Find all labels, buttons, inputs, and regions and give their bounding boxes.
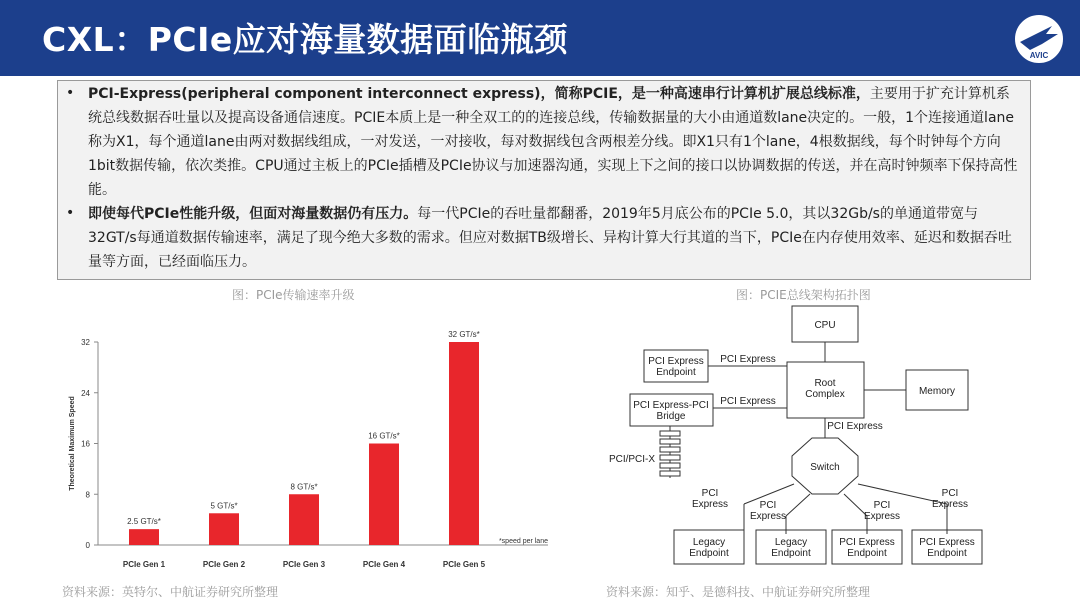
x-tick-label: PCIe Gen 3 [282,560,326,569]
switch-link-2-label-1: PCI [759,500,777,511]
y-tick-label: 32 [81,338,90,347]
bottom-box-1-label-2: Endpoint [689,548,729,559]
switch-link-4-label-2: Express [931,499,969,510]
bullet-1: • [66,85,75,101]
left-figure-caption: 图：PCIe传输速率升级 [232,288,355,302]
bar-2 [209,513,239,545]
bar-1 [129,529,159,545]
right-source-note: 资料来源：知乎、是德科技、中航证券研究所整理 [606,585,871,599]
bottom-box-4-label-1: PCI Express [919,537,975,548]
y-tick-label: 24 [81,388,90,398]
pci-pcix-label: PCI/PCI-X [608,454,656,465]
x-tick-label: PCIe Gen 4 [362,560,406,569]
bar-data-label: 2.5 GT/s* [127,517,161,527]
y-axis-title: Theoretical Maximum Speed [69,396,76,491]
chart-footnote: *speed per lane [498,538,548,545]
intro-p1-bold: PCI-Express(peripheral component interconnect express)，简称PCIE，是一种高速串行计算机扩展总线标准， [88,86,870,102]
bar-4 [369,444,399,546]
switch-link-3-label-2: Express [863,511,901,522]
intro-textbox [57,80,1031,280]
switch-link-3-label-1: PCI [873,500,891,511]
bar-5 [449,342,479,545]
intro-p2-text: 每一代PCIe的吞吐量都翻番，2019年5月底公布的PCIe 5.0，其以32Gb/s的单通道带宽与32GT/s每通道数据传输速率，满足了现今绝大多数的需求。但应对数据TB级增长、异构计算大行其道的当下，PCIe在内存使用效率、延迟和数据吞吐量等方面，已经面临压力。 [88,206,1012,270]
bottom-box-1-label-1: Legacy [692,537,726,548]
intro-p1-text: 主要用于扩充计算机系统总线数据吞吐量以及提高设备通信速度。PCIE本质上是一种全双工的的连接总线，传输数据量的大小由通道数lane决定的。一般，1个连接通道lane称为X1，每个通道lane由两对数据线组成，一对发送，一对接收，每对数据线包含两根差分线。即X1只有1个lane，4根数据线，每个时钟每个方向1bit数据传输，依次类推。CPU通过主板上的PCIe插槽及PCIe协议与加速器沟通，实现上下之间的接口以协调数据的传送，并在高时钟频率下保持高性能。 [88,86,1018,198]
intro-paragraph-1 [88,82,1023,202]
avic-logo-icon [1012,12,1066,66]
bottom-box-3-label-2: Endpoint [847,548,887,559]
x-tick-label: PCIe Gen 5 [442,560,486,569]
link-label-switch: PCI Express [827,421,883,432]
root-label-2: Complex [805,389,845,400]
bar-data-label: 5 GT/s* [210,501,238,511]
y-tick-label: 8 [85,490,90,500]
bar-3 [289,494,319,545]
bottom-box-2-label-2: Endpoint [771,548,811,559]
bar-data-label: 8 GT/s* [290,482,318,492]
bar-data-label: 32 GT/s* [448,330,480,339]
y-tick-label: 0 [85,541,90,550]
root-label-1: Root [814,378,836,389]
bar-data-label: 16 GT/s* [368,431,400,441]
switch-link-1-label-1: PCI [701,488,719,499]
link-switch-b2 [786,494,810,516]
cpu-label: CPU [814,320,836,331]
title-bar [0,0,1080,76]
switch-link-4-label-1: PCI [941,488,959,499]
bridge-label-1: PCI Express-PCI [633,400,709,411]
bottom-box-2-label-1: Legacy [774,537,808,548]
bridge-label-2: Bridge [656,411,686,422]
endpoint-label-1: PCI Express [648,356,704,367]
pcie-speed-bar-chart [58,318,558,584]
page-title: CXL：PCIe应对海量数据面临瓶颈 [42,20,568,59]
memory-label: Memory [918,386,956,397]
bottom-box-3-label-1: PCI Express [839,537,895,548]
x-tick-label: PCIe Gen 1 [122,560,166,569]
y-tick-label: 16 [81,439,90,449]
link-label-endpoint: PCI Express [720,354,776,365]
pcie-topology-diagram [604,300,1000,572]
bullet-2: • [66,205,75,221]
logo-text: AVIC [1029,51,1049,60]
x-tick-label: PCIe Gen 2 [202,560,246,569]
right-figure-caption: 图：PCIE总线架构拓扑图 [736,288,871,302]
switch-link-1-label-2: Express [691,499,729,510]
intro-p2-bold: 即使每代PCIe性能升级，但面对海量数据仍有压力。 [88,206,418,222]
endpoint-label-2: Endpoint [656,367,696,378]
switch-link-2-label-2: Express [749,511,787,522]
bottom-box-4-label-2: Endpoint [927,548,967,559]
intro-paragraph-2 [88,202,1023,274]
switch-label: Switch [810,462,840,473]
left-source-note: 资料来源：英特尔、中航证券研究所整理 [62,585,279,599]
link-label-bridge: PCI Express [720,396,776,407]
